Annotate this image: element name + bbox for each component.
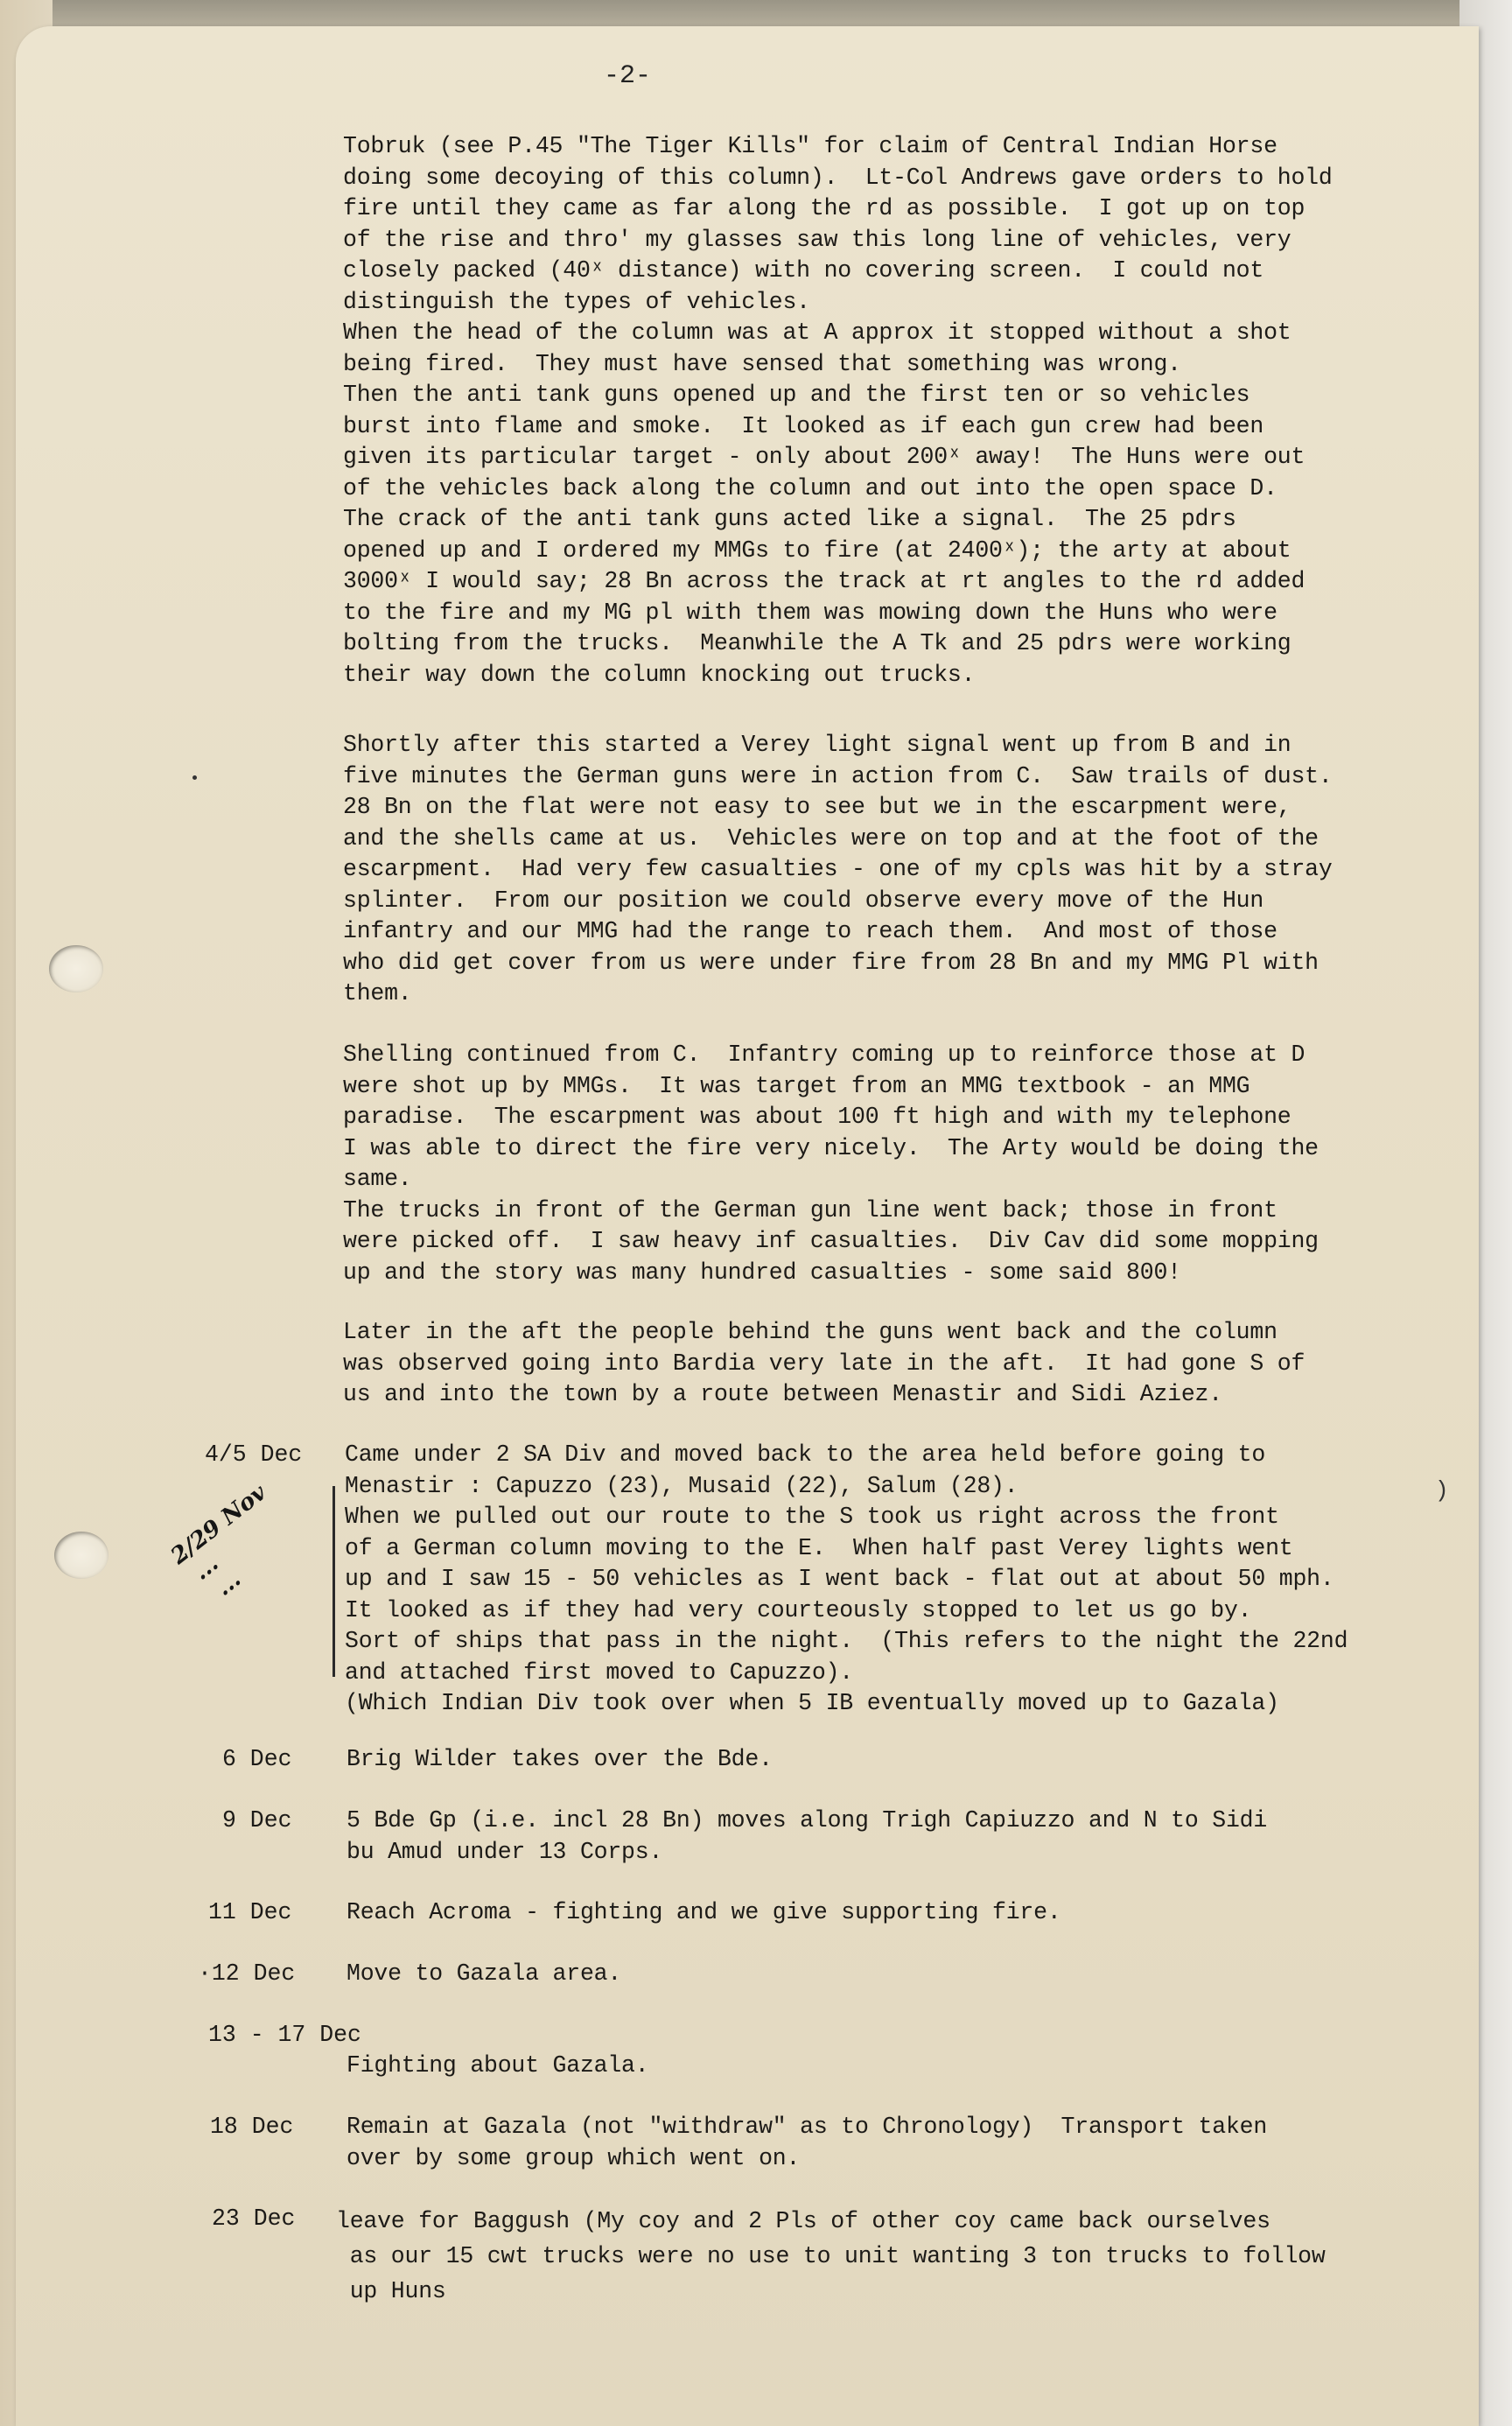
entry-date-18-dec: 18 Dec [210,2114,294,2140]
entry-date-13-17-dec: 13 - 17 Dec [208,2022,361,2048]
entry-date-23-dec: 23 Dec [212,2205,296,2232]
entry-text-13-17-dec: Fighting about Gazala. [346,2052,649,2079]
entry-text-18-dec: Remain at Gazala (not "withdraw" as to Chronology) Transport taken over by some group which went on. [346,2114,1268,2171]
handwritten-margin-note: 2/29 Nov ... ... [166,1479,272,1611]
entry-date-11-dec: 11 Dec [208,1899,292,1925]
entry-text-9-dec: 5 Bde Gp (i.e. incl 28 Bn) moves along Trigh Capiuzzo and N to Sidi bu Amud under 13 Corps. [346,1807,1268,1865]
entry-text-23-dec: leave for Baggush (My coy and 2 Pls of other coy came back ourselves as our 15 cwt trucks were no use to unit wanting 3 ton trucks to follow up Huns [336,2208,1326,2304]
entry-text-11-dec: Reach Acroma - fighting and we give supporting fire. [346,1899,1061,1925]
stray-mark [192,775,197,780]
margin-bracket [332,1486,335,1677]
page-number: -2- [604,61,652,91]
entry-date-6-dec: 6 Dec [222,1746,292,1772]
punch-hole-upper [49,945,103,992]
paragraph-2: Shortly after this started a Verey light signal went up from B and in five minutes the German guns were in action from C. Saw trails of dust. 28 Bn on the flat were not easy to see but we in the escarpment were, and the shells came at us. Vehicles were on top and at the foot of the escarpment. Had very few casualties - one of my cpls was hit by a stray splinter. From our position we could observe every move of the Hun infantry and our MMG had the range to reach them. And most of those who did get cover from us were under fire from 28 Bn and my MMG Pl with them. [343,732,1333,1006]
paragraph-1: Tobruk (see P.45 "The Tiger Kills" for claim of Central Indian Horse doing some decoying of this column). Lt-Col Andrews gave orders to hold fire until they came as far along the rd as possible. I got up on top of the rise and thro' my glasses saw this long line of vehicles, very closely packed (40ˣ distance) with no covering screen. I could not distinguish the types of vehicles. When the head of the column was at A approx it stopped without a shot being fired. They must have sensed that something was wrong. Then the anti tank guns opened up and the first ten or so vehicles burst into flame and smoke. It looked as if each gun crew had been given its particular target - only about 200ˣ away! The Huns were out of the vehicles back along the column and out into the open space D. The crack of the anti tank guns acted like a signal. The 25 pdrs opened up and I ordered my MMGs to fire (at 2400ˣ); the arty at about 3000ˣ I would say; 28 Bn across the track at rt angles to the rd added to the fire and my MG pl with them was mowing down the Huns who were bolting from the trucks. Meanwhile the A Tk and 25 pdrs were working their way down the column knocking out trucks. [343,133,1333,688]
stray-paren: ) [1435,1477,1449,1504]
punch-hole-lower [54,1532,108,1579]
entry-text-6-dec: Brig Wilder takes over the Bde. [346,1746,773,1772]
paragraph-4: Later in the aft the people behind the guns went back and the column was observed going into Bardia very late in the aft. It had gone S of us and into the town by a route between Menastir and Sidi Aziez. [343,1319,1306,1407]
entry-date-12-dec: ·12 Dec [198,1960,296,1987]
entry-date-9-dec: 9 Dec [222,1807,292,1834]
entry-text-12-dec: Move to Gazala area. [346,1960,622,1987]
entry-date-4-5-dec: 4/5 Dec [205,1441,303,1468]
paragraph-3: Shelling continued from C. Infantry coming up to reinforce those at D were shot up by MMGs. It was target from an MMG textbook - an MMG paradise. The escarpment was about 100 ft high and with my telephone I was able to direct the fire very nicely. The Arty would be doing the same. The trucks in front of the German gun line went back; those in front were picked off. I saw heavy inf casualties. Div Cav did some mopping up and the story was many hundred casualties - some said 800! [343,1041,1319,1286]
entry-text-4-5-dec: Came under 2 SA Div and moved back to the area held before going to Menastir : Capuzzo (23), Musaid (22), Salum (28). When we pulled out our route to the S took us right across the front of a German column moving to the E. When half past Verey lights went up and I saw 15 - 50 vehicles as I went back - flat out at about 50 mph. It looked as if they had very courteously stopped to let us go by. Sort of ships that pass in the night. (This refers to the night the 22nd and attached first moved to Capuzzo). (Which Indian Div took over when 5 IB eventually moved up to Gazala) [345,1441,1348,1716]
